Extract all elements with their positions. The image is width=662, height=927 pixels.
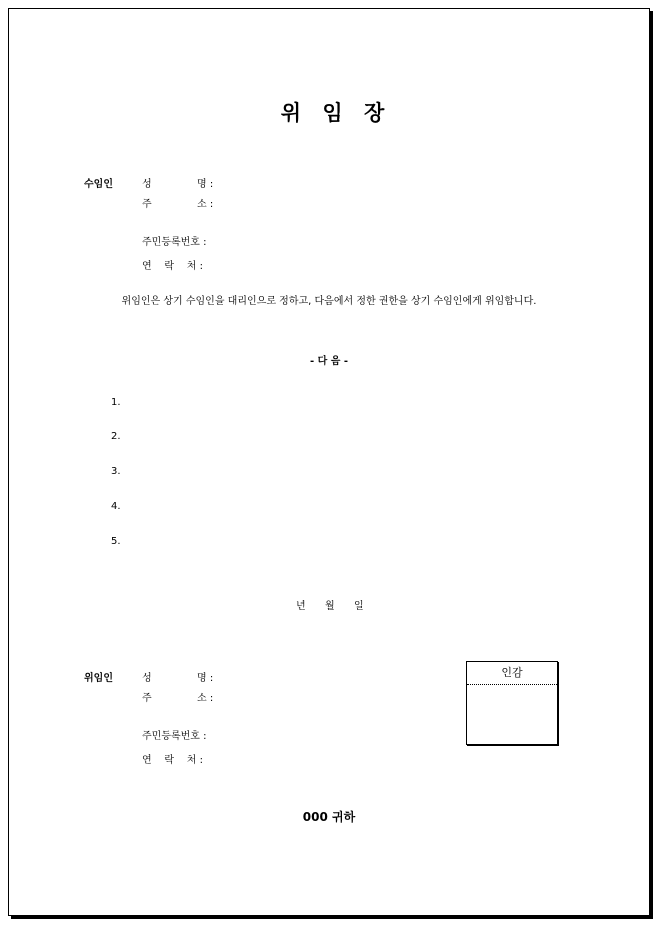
agent-contact-label: 연 락 처 :: [142, 261, 203, 272]
date-year-label: 년: [296, 601, 306, 612]
agent-address-label-suffix: 소 :: [197, 199, 214, 210]
list-item-4: 4.: [111, 501, 121, 512]
list-item-3: 3.: [111, 466, 121, 477]
principal-name-label: 성: [142, 673, 152, 684]
agent-name-label: 성: [142, 179, 152, 190]
agent-id-label: 주민등록번호 :: [142, 237, 207, 248]
items-heading: - 다 음 -: [309, 356, 349, 367]
agent-section-label: 수임인: [84, 179, 113, 190]
document-page: [8, 8, 650, 916]
agent-address-label: 주: [142, 199, 152, 210]
list-item-1: 1.: [111, 397, 121, 408]
principal-name-label-suffix: 명 :: [197, 673, 214, 684]
date-day-label: 일: [354, 601, 364, 612]
list-item-5: 5.: [111, 536, 121, 547]
addressee: 000 귀하: [302, 810, 356, 824]
seal-box: [466, 661, 558, 745]
principal-section-label: 위임인: [84, 673, 113, 684]
list-item-2: 2.: [111, 431, 121, 442]
agent-name-label-suffix: 명 :: [197, 179, 214, 190]
document-title: 위 임 장: [280, 101, 392, 125]
delegation-statement: 위임인은 상기 수임인을 대리인으로 정하고, 다음에서 정한 권한을 상기 수임인에게 위임합니다.: [121, 296, 537, 307]
date-month-label: 월: [325, 601, 335, 612]
principal-contact-label: 연 락 처 :: [142, 755, 203, 766]
seal-label: 인감: [467, 662, 557, 685]
principal-id-label: 주민등록번호 :: [142, 731, 207, 742]
principal-address-label: 주: [142, 693, 152, 704]
principal-address-label-suffix: 소 :: [197, 693, 214, 704]
